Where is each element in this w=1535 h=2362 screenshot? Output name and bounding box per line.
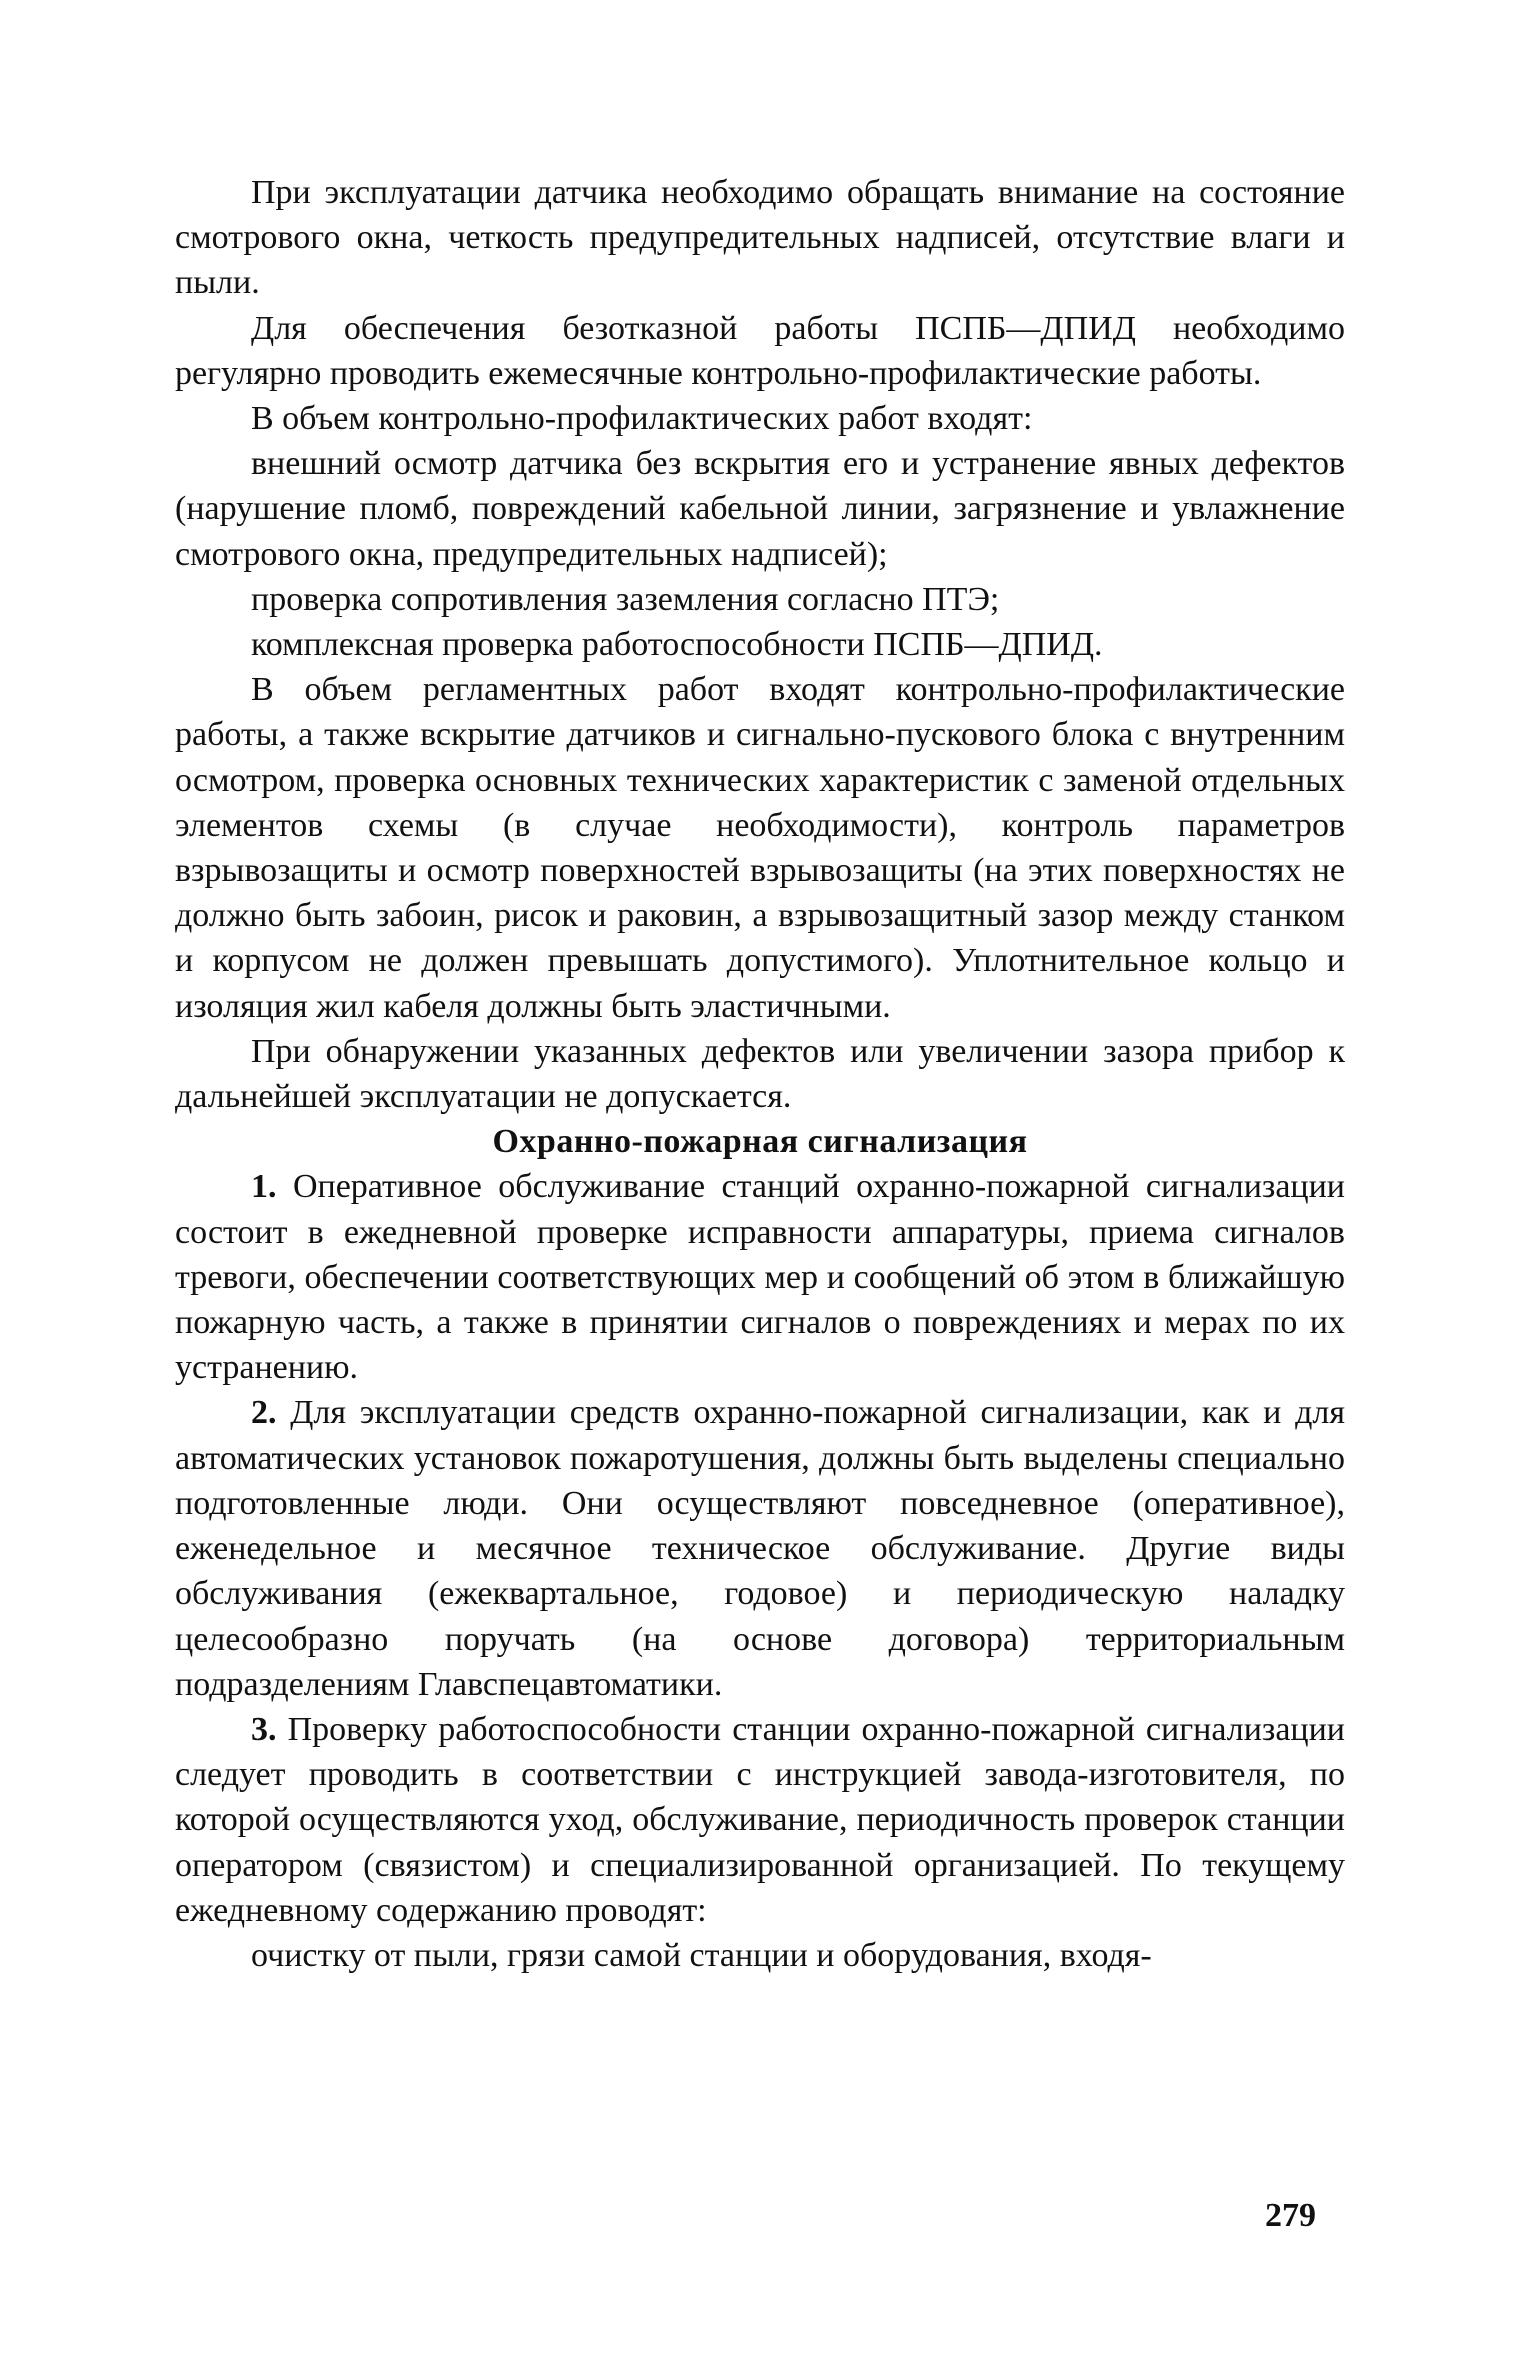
page-body	[175, 170, 1345, 1978]
item-text: Для эксплуатации средств охранно-пожарной сигнализации, как и для автоматических установок пожаротушения, должны быть выделены специально подготовленные люди. Они осуществляют повседневное (оперативное), еженедельное и месячное техническое обслуживание. Другие виды обслуживания (ежеквартальное, годовое) и периодическую наладку целесообразно поручать (на основе договора) территориальным подразделениям Главспецавтоматики.	[175, 1394, 1346, 1703]
paragraph-defects: При обнаружении указанных дефектов или увеличении зазора прибор к дальнейшей эксплуатации не допускается.	[175, 1032, 1345, 1116]
paragraph-operation: При эксплуатации датчика необходимо обращать внимание на состояние смотрового окна, четкость предупредительных надписей, отсутствие влаги и пыли.	[175, 174, 1345, 302]
paragraph-complex-check: комплексная проверка работоспособности ПСПБ—ДПИД.	[251, 626, 1103, 664]
page-number: 279	[1265, 2197, 1316, 2234]
item-text: Проверку работоспособности станции охранно-пожарной сигнализации следует проводить в соответствии с инструкцией завода-изготовителя, по которой осуществляются уход, обслуживание, периодичность проверок станции оператором (связистом) и специализированной организацией. По текущему ежедневному содержанию проводят:	[175, 1710, 1346, 1929]
numbered-item-2	[175, 1390, 1345, 1706]
paragraph-external-inspection: внешний осмотр датчика без вскрытия его и устранение явных дефектов (нарушение пломб, повреждений кабельной линии, загрязнение и увлажнение смотрового окна, предупредительных надписей);	[175, 445, 1345, 573]
item-number: 1.	[251, 1168, 277, 1206]
paragraph-reliability: Для обеспечения безотказной работы ПСПБ—ДПИД необходимо регулярно проводить ежемесячные контрольно-профилактические работы.	[175, 309, 1345, 392]
paragraph-cleaning: очистку от пыли, грязи самой станции и оборудования, входя-	[251, 1936, 1152, 1974]
item-number: 3.	[251, 1710, 277, 1748]
numbered-item-3	[175, 1707, 1345, 1933]
paragraph-regulation-works: В объем регламентных работ входят контрольно-профилактические работы, а также вскрытие датчиков и сигнально-пускового блока с внутренним осмотром, проверка основных технических характеристик с заменой отдельных элементов схемы (в случае необходимости), контроль параметров взрывозащиты и осмотр поверхностей взрывозащиты (на этих поверхностях не должно быть забоин, рисок и раковин, а взрывозащитный зазор между станком и корпусом не должен превышать допустимого). Уплотнительное кольцо и изоляция жил кабеля должны быть эластичными.	[175, 671, 1345, 1025]
paragraph-scope-intro: В объем контрольно-профилактических работ входят:	[251, 400, 1033, 438]
section-heading: Охранно-пожарная сигнализация	[492, 1123, 1028, 1161]
paragraph-grounding-check: проверка сопротивления заземления согласно ПТЭ;	[251, 580, 1000, 618]
numbered-item-1	[175, 1164, 1345, 1390]
item-text: Оперативное обслуживание станций охранно-пожарной сигнализации состоит в ежедневной проверке исправности аппаратуры, приема сигналов тревоги, обеспечении соответствующих мер и сообщений об этом в ближайшую пожарную часть, а также в принятии сигналов о повреждениях и мерах по их устранению.	[175, 1168, 1345, 1387]
item-number: 2.	[251, 1394, 277, 1432]
